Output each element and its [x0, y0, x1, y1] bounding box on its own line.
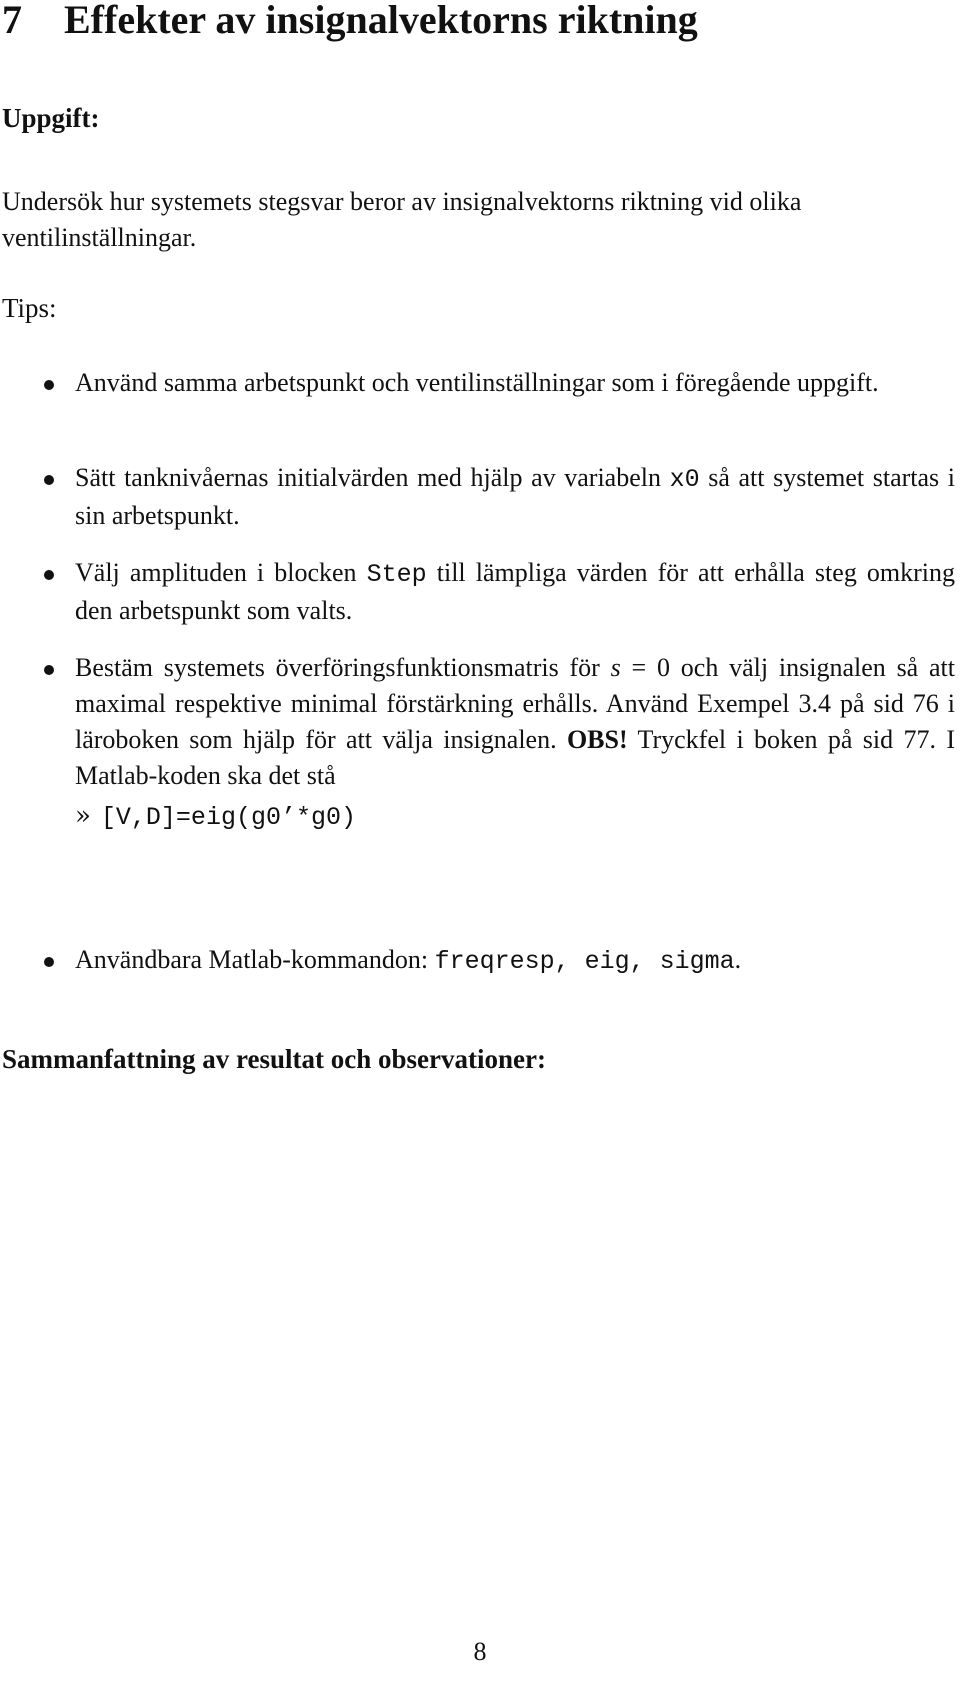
bullet-icon — [44, 570, 54, 580]
code-prompt: » — [75, 801, 91, 831]
task-label: Uppgift: — [2, 103, 100, 133]
bullet-icon — [44, 665, 54, 675]
tip-text-part3: Tryckfel i boken på sid 77. I Matlab-koden ska det stå — [75, 725, 955, 790]
inline-code: x0 — [669, 465, 700, 494]
tip-text-before-code: Sätt tanknivåernas initialvärden med hjälp av variabeln — [75, 463, 670, 492]
tip-text — [75, 460, 955, 534]
tip-text-part2: och välj insignalen så att maximal respektive minimal förstärkning erhålls. Använd Exempel 3.4 på sid 76 i läroboken som hjälp för att välja insignalen. — [75, 653, 955, 754]
code-line — [75, 798, 955, 836]
tips-list-item — [75, 365, 955, 401]
section-title: Effekter av insignalvektorns riktning — [64, 0, 698, 42]
bullet-icon — [44, 957, 54, 967]
tip-text-after-code: . — [734, 945, 742, 974]
tip-text — [75, 942, 955, 980]
tip-text-after-code: till lämpliga värden för att erhålla steg omkring den arbetspunkt som valts. — [75, 558, 956, 625]
code-snippet: [V,D]=eig(g0’*g0) — [100, 803, 356, 832]
task-text: Undersök hur systemets stegsvar beror av insignalvektorns riktning vid olika ventilinställningar. — [2, 187, 802, 252]
tips-label: Tips: — [2, 293, 57, 323]
tip-text — [75, 555, 955, 629]
inline-code: freqresp, eig, sigma — [434, 947, 735, 976]
math-equation: = 0 — [620, 653, 671, 682]
tip-text-part1: Bestäm systemets överföringsfunktionsmatris för — [75, 653, 611, 682]
tip-text: Använd samma arbetspunkt och ventilinställningar som i föregående uppgift. — [75, 368, 879, 397]
math-variable: s — [610, 653, 621, 682]
section-number: 7 — [2, 0, 22, 42]
obs-label: OBS! — [566, 725, 628, 754]
tips-list-item — [75, 555, 955, 629]
tip-text-before-code: Användbara Matlab-kommandon: — [75, 945, 435, 974]
page-number: 8 — [473, 1637, 487, 1666]
tip-text — [75, 650, 955, 794]
tip-text-before-code: Välj amplituden i blocken — [75, 558, 367, 587]
inline-code: Step — [366, 560, 427, 589]
tip-text-after-code: så att systemet startas i sin arbetspunkt. — [75, 463, 955, 530]
bullet-icon — [44, 475, 54, 485]
tips-list-item — [75, 460, 955, 534]
summary-heading: Sammanfattning av resultat och observationer: — [2, 1044, 546, 1074]
tips-list-item — [75, 650, 955, 836]
bullet-icon — [44, 380, 54, 390]
tips-list-item — [75, 942, 955, 980]
